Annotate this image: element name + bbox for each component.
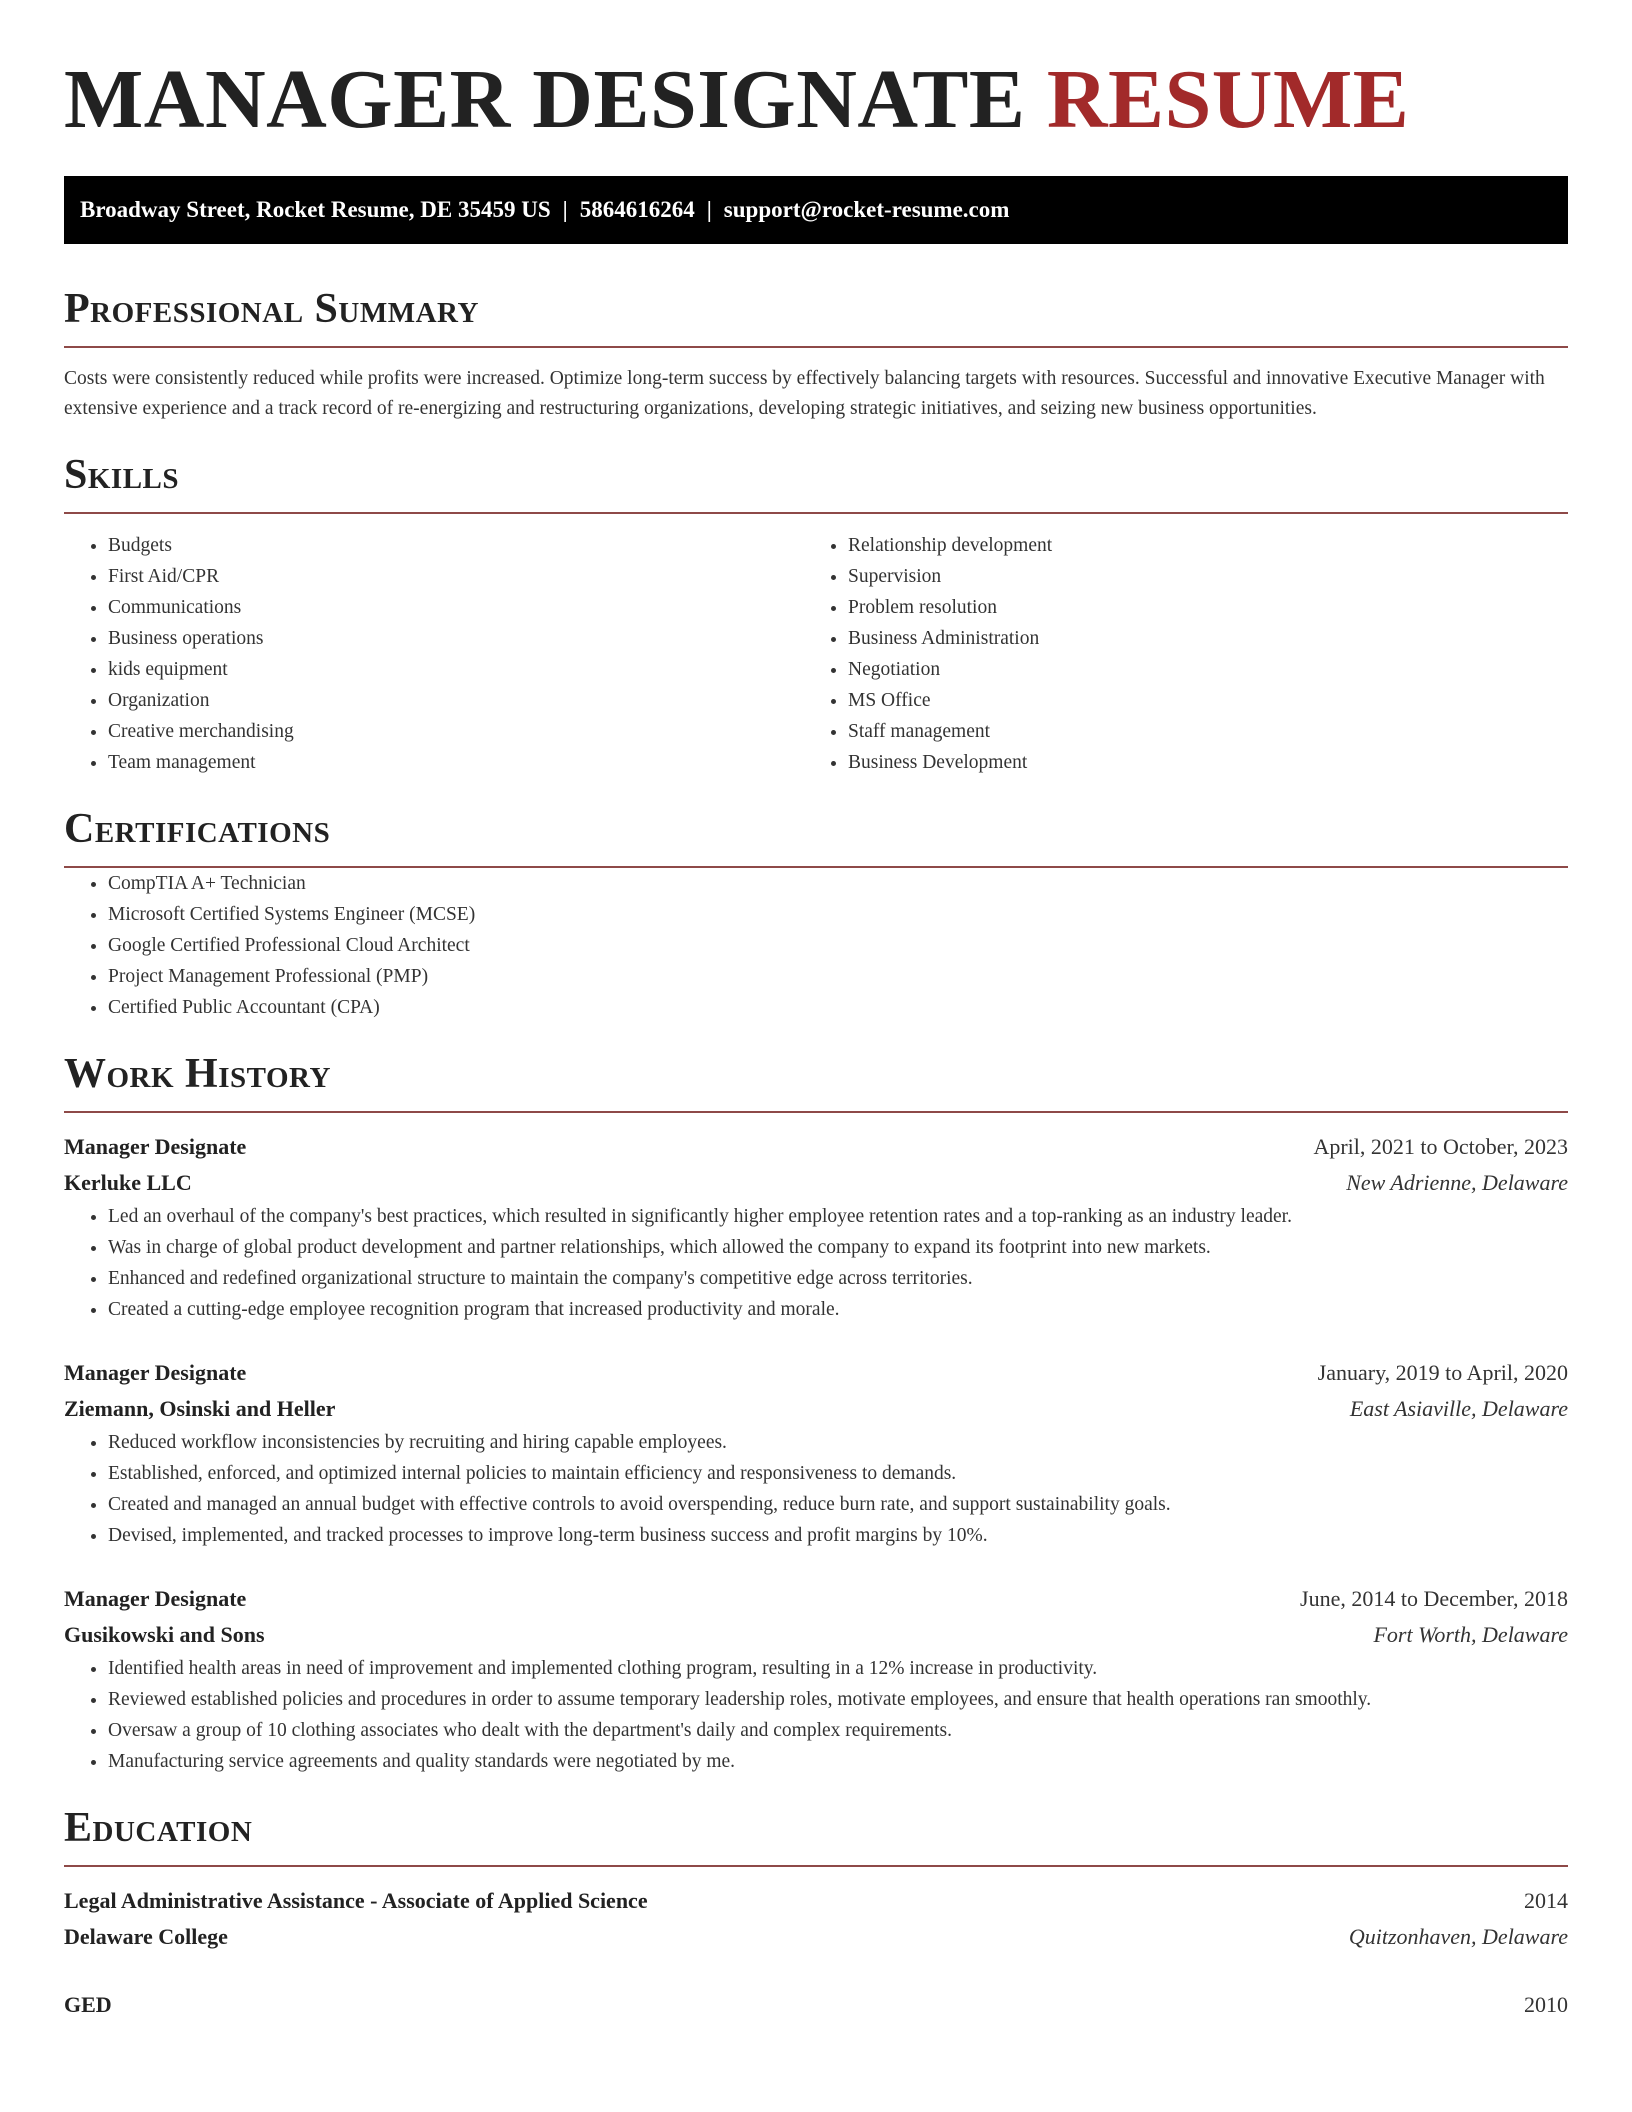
certification-item: • Certified Public Accountant (CPA) bbox=[108, 992, 1568, 1023]
job-bullet: • Reviewed established policies and procedures in order to assume temporary leadership roles, motivate employees, and ensure that health operations ran smoothly. bbox=[108, 1684, 1568, 1715]
job-header-row bbox=[64, 1581, 1568, 1617]
summary-heading: Professional Summary bbox=[64, 286, 479, 332]
skill-item: • Problem resolution bbox=[848, 592, 1544, 623]
job-bullets bbox=[64, 1201, 1568, 1325]
job-bullet: • Reduced workflow inconsistencies by recruiting and hiring capable employees. bbox=[108, 1427, 1568, 1458]
certifications-section bbox=[64, 804, 1568, 1023]
skills-heading: Skills bbox=[64, 452, 180, 498]
job-dates: June, 2014 to December, 2018 bbox=[1300, 1586, 1568, 1611]
education-year: 2014 bbox=[1524, 1888, 1568, 1913]
job-bullet: • Oversaw a group of 10 clothing associates who dealt with the department's daily and complex requirements. bbox=[108, 1715, 1568, 1746]
job-header-row bbox=[64, 1129, 1568, 1165]
contact-phone: 5864616264 bbox=[579, 197, 695, 222]
job-bullets bbox=[64, 1653, 1568, 1777]
title-accent: RESUME bbox=[1046, 53, 1410, 146]
job-company: Gusikowski and Sons bbox=[64, 1622, 265, 1647]
education-entry bbox=[64, 1883, 1568, 1955]
work-history-section bbox=[64, 1049, 1568, 1777]
contact-separator: | bbox=[562, 197, 568, 222]
education-section bbox=[64, 1803, 1568, 2023]
certification-item: • CompTIA A+ Technician bbox=[108, 868, 1568, 899]
skill-item: • Organization bbox=[108, 685, 804, 716]
job-bullet: • Identified health areas in need of improvement and implemented clothing program, resulting in a 12% increase in productivity. bbox=[108, 1653, 1568, 1684]
job-company-row bbox=[64, 1165, 1568, 1201]
skill-item: • MS Office bbox=[848, 685, 1544, 716]
contact-address: Broadway Street, Rocket Resume, DE 35459 US bbox=[80, 197, 551, 222]
job-entry bbox=[64, 1129, 1568, 1325]
education-year: 2010 bbox=[1524, 1992, 1568, 2017]
job-dates: January, 2019 to April, 2020 bbox=[1317, 1360, 1568, 1385]
skills-left-column bbox=[64, 530, 804, 778]
skill-item: • Negotiation bbox=[848, 654, 1544, 685]
skill-item: • Creative merchandising bbox=[108, 716, 804, 747]
resume-title bbox=[64, 0, 1568, 150]
summary-text: Costs were consistently reduced while profits were increased. Optimize long-term success by effectively balancing targets with resources. Successful and innovative Executive Manager with extensive experience and a track record of re-energizing and restructuring organizations, developing strategic initiatives, and seizing new business opportunities. bbox=[64, 368, 1545, 419]
job-bullets bbox=[64, 1427, 1568, 1551]
education-header-row bbox=[64, 1883, 1568, 1919]
certifications-list bbox=[64, 868, 1568, 1023]
skill-item: • Team management bbox=[108, 747, 804, 778]
job-header-row bbox=[64, 1355, 1568, 1391]
skill-item: • Relationship development bbox=[848, 530, 1544, 561]
job-bullet: • Devised, implemented, and tracked processes to improve long-term business success and profit margins by 10%. bbox=[108, 1520, 1568, 1551]
education-school-row bbox=[64, 1919, 1568, 1955]
job-bullet: • Led an overhaul of the company's best practices, which resulted in significantly higher employee retention rates and a top-ranking as an industry leader. bbox=[108, 1201, 1568, 1232]
contact-email[interactable]: support@rocket-resume.com bbox=[723, 197, 1010, 222]
skill-item: • Budgets bbox=[108, 530, 804, 561]
skill-item: • Communications bbox=[108, 592, 804, 623]
skill-item: • Supervision bbox=[848, 561, 1544, 592]
skill-item: • kids equipment bbox=[108, 654, 804, 685]
job-title: Manager Designate bbox=[64, 1360, 247, 1385]
education-entry bbox=[64, 1987, 1568, 2023]
job-dates: April, 2021 to October, 2023 bbox=[1313, 1134, 1568, 1159]
job-location: New Adrienne, Delaware bbox=[1346, 1170, 1568, 1195]
certification-item: • Microsoft Certified Systems Engineer (MCSE) bbox=[108, 899, 1568, 930]
section-divider bbox=[64, 512, 1568, 514]
education-heading: Education bbox=[64, 1805, 253, 1851]
skill-item: • Staff management bbox=[848, 716, 1544, 747]
job-bullet: • Created a cutting-edge employee recognition program that increased productivity and morale. bbox=[108, 1294, 1568, 1325]
education-location: Quitzonhaven, Delaware bbox=[1348, 1924, 1568, 1949]
section-divider bbox=[64, 346, 1568, 348]
job-entry bbox=[64, 1355, 1568, 1551]
job-company-row bbox=[64, 1617, 1568, 1653]
contact-separator: | bbox=[706, 197, 712, 222]
job-entry bbox=[64, 1581, 1568, 1777]
job-location: Fort Worth, Delaware bbox=[1373, 1622, 1568, 1647]
job-company: Kerluke LLC bbox=[64, 1170, 192, 1195]
job-bullet: • Enhanced and redefined organizational structure to maintain the company's competitive edge across territories. bbox=[108, 1263, 1568, 1294]
education-header-row bbox=[64, 1987, 1568, 2023]
contact-bar bbox=[64, 176, 1568, 244]
job-company-row bbox=[64, 1391, 1568, 1427]
summary-section bbox=[64, 284, 1568, 424]
education-school: Delaware College bbox=[64, 1924, 228, 1949]
job-bullet: • Created and managed an annual budget with effective controls to avoid overspending, reduce burn rate, and support sustainability goals. bbox=[108, 1489, 1568, 1520]
skill-item: • Business operations bbox=[108, 623, 804, 654]
section-divider bbox=[64, 1865, 1568, 1867]
job-title: Manager Designate bbox=[64, 1586, 247, 1611]
skill-item: • First Aid/CPR bbox=[108, 561, 804, 592]
certifications-heading: Certifications bbox=[64, 806, 331, 852]
job-bullet: • Established, enforced, and optimized internal policies to maintain efficiency and responsiveness to demands. bbox=[108, 1458, 1568, 1489]
title-main: MANAGER DESIGNATE bbox=[64, 53, 1026, 146]
work-history-heading: Work History bbox=[64, 1051, 331, 1097]
skill-item: • Business Administration bbox=[848, 623, 1544, 654]
certification-item: • Project Management Professional (PMP) bbox=[108, 961, 1568, 992]
job-bullet: • Was in charge of global product development and partner relationships, which allowed the company to expand its footprint into new markets. bbox=[108, 1232, 1568, 1263]
section-divider bbox=[64, 1111, 1568, 1113]
job-bullet: • Manufacturing service agreements and quality standards were negotiated by me. bbox=[108, 1746, 1568, 1777]
education-degree: GED bbox=[64, 1992, 112, 2017]
skills-section bbox=[64, 450, 1568, 778]
skills-grid bbox=[64, 530, 1568, 778]
education-degree: Legal Administrative Assistance - Associate of Applied Science bbox=[64, 1888, 648, 1913]
certification-item: • Google Certified Professional Cloud Architect bbox=[108, 930, 1568, 961]
skills-right-column bbox=[804, 530, 1544, 778]
job-title: Manager Designate bbox=[64, 1134, 247, 1159]
job-location: East Asiaville, Delaware bbox=[1349, 1396, 1568, 1421]
skill-item: • Business Development bbox=[848, 747, 1544, 778]
resume-page bbox=[64, 0, 1568, 2023]
job-company: Ziemann, Osinski and Heller bbox=[64, 1396, 336, 1421]
